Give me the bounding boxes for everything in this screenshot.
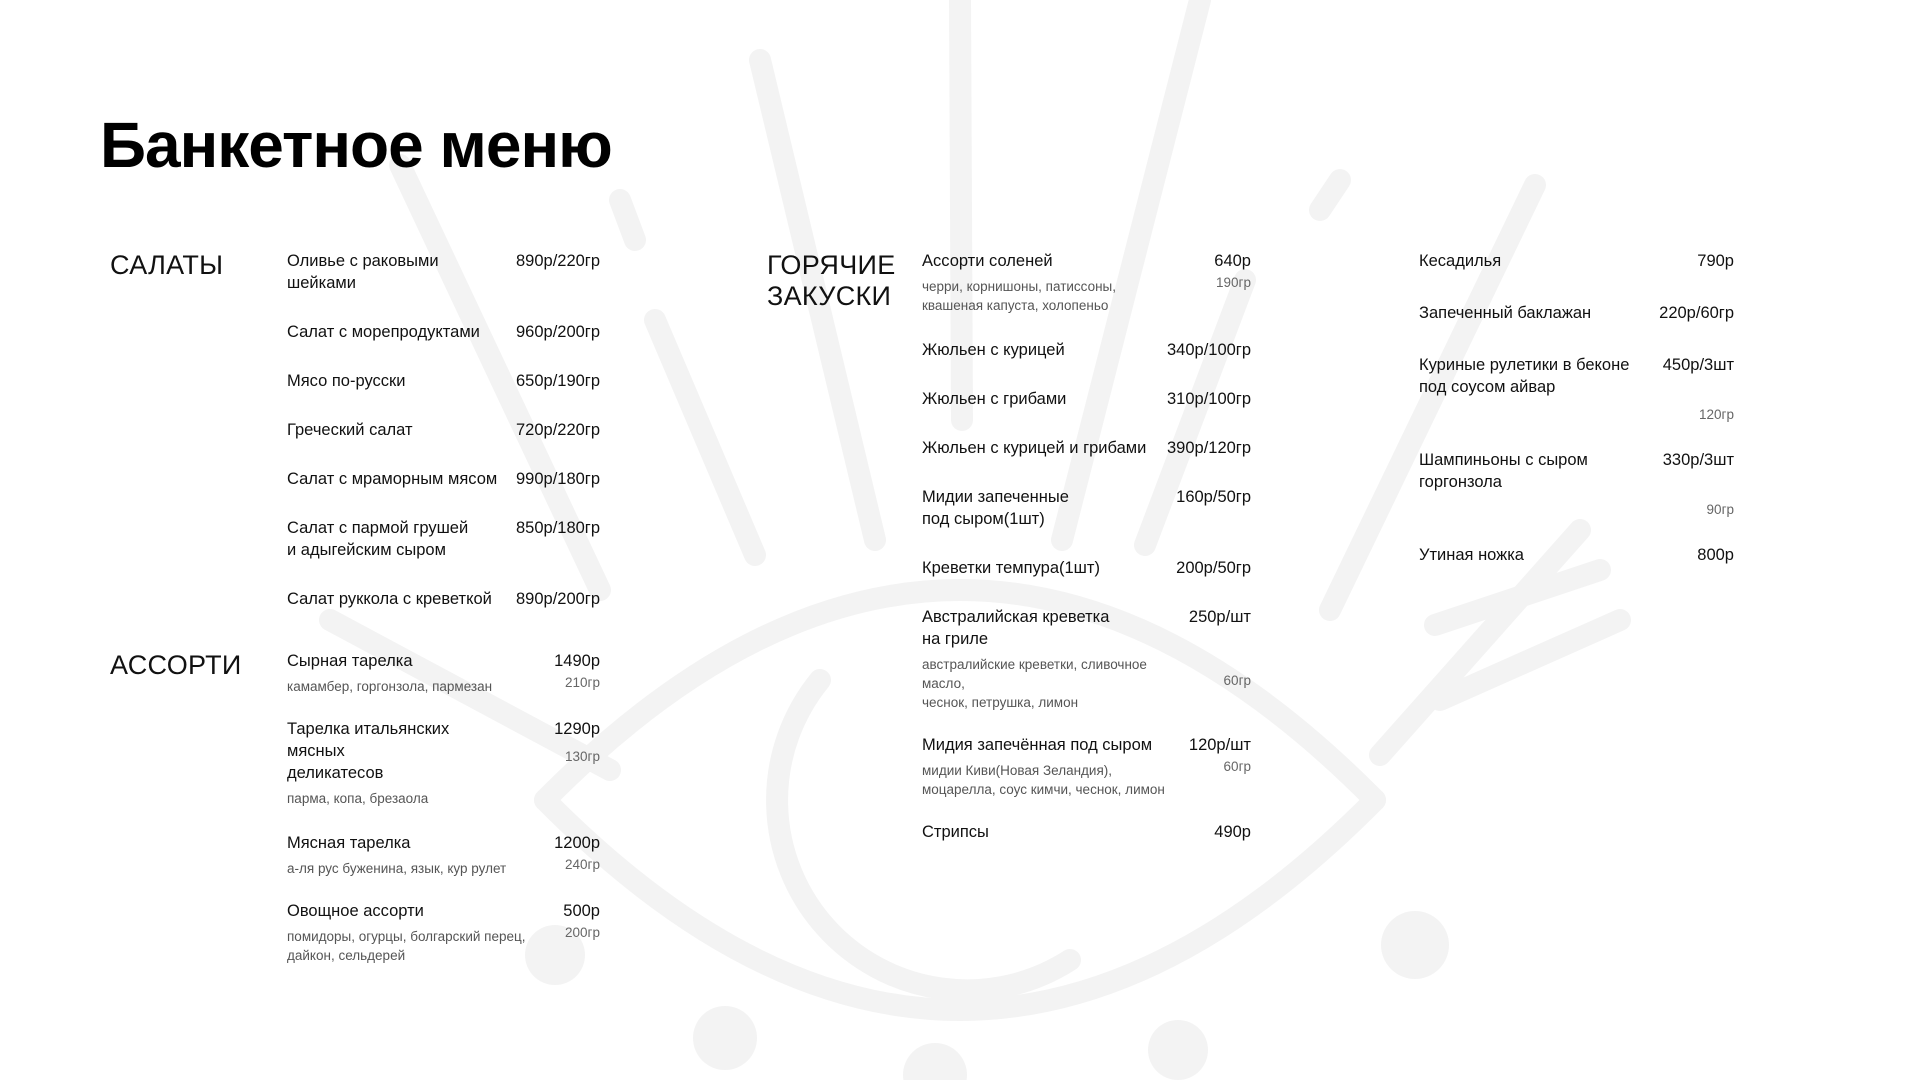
menu-item-name: Австралийская креветка на гриле <box>922 608 1110 648</box>
menu-item-name: Жюльен с курицей <box>922 341 1065 359</box>
page-title: Банкетное меню <box>100 109 612 181</box>
menu-item-description: парма, копа, брезаола <box>287 791 429 806</box>
menu-item-name: Куриные рулетики в беконе под соусом айвар <box>1419 356 1630 396</box>
menu-item <box>1419 250 1734 272</box>
menu-item-weight: 130гр <box>565 749 600 764</box>
menu-item-price: 310р/100гр <box>1166 390 1251 408</box>
hot-appetizers-list <box>922 250 1251 865</box>
menu-item <box>287 588 600 610</box>
menu-item-description: австралийские креветки, сливочное масло, чеснок, петрушка, лимон <box>922 657 1147 710</box>
menu-item-name: Кесадилья <box>1419 252 1502 270</box>
menu-item-name: Утиная ножка <box>1419 546 1524 564</box>
menu-item-weight: 120гр <box>1699 407 1734 422</box>
menu-item-price: 850р/180гр <box>515 519 600 537</box>
menu-item <box>922 486 1251 530</box>
menu-item-price: 650р/190гр <box>515 372 600 390</box>
menu-item-name: Стрипсы <box>922 823 989 841</box>
menu-item-name: Жюльен с курицей и грибами <box>922 439 1147 457</box>
menu-item <box>287 370 600 392</box>
menu-item <box>922 821 1251 843</box>
menu-item-name: Салат с пармой грушей и адыгейским сыром <box>287 519 469 559</box>
menu-item-price: 490р <box>1214 823 1251 841</box>
menu-item-price: 220р/60гр <box>1659 304 1734 322</box>
menu-item <box>287 250 600 294</box>
menu-item-price: 500р <box>563 902 600 920</box>
menu-item-name: Запеченный баклажан <box>1419 304 1592 322</box>
menu-item-weight: 60гр <box>1223 673 1251 688</box>
menu-item-name: Ассорти соленей <box>922 252 1053 270</box>
menu-item-price: 960р/200гр <box>515 323 600 341</box>
menu-item-weight: 240гр <box>565 857 600 872</box>
menu-item-weight: 190гр <box>1216 275 1251 290</box>
menu-item-price: 890р/200гр <box>515 590 600 608</box>
section-title-hot-appetizers: ГОРЯЧИЕ ЗАКУСКИ <box>767 250 896 311</box>
menu-item <box>922 734 1251 799</box>
menu-item-price: 1490р <box>554 652 600 670</box>
menu-item-price: 330р/3шт <box>1662 451 1734 469</box>
menu-item-price: 450р/3шт <box>1662 356 1734 374</box>
menu-item-name: Мясо по-русски <box>287 372 406 390</box>
menu-item-price: 1200р <box>554 834 600 852</box>
menu-item <box>287 900 600 965</box>
menu-item <box>1419 449 1734 517</box>
menu-item-name: Сырная тарелка <box>287 652 413 670</box>
menu-item-description: помидоры, огурцы, болгарский перец, дайкон, сельдерей <box>287 929 526 963</box>
menu-item <box>922 339 1251 361</box>
menu-item <box>287 419 600 441</box>
menu-item-name: Салат с мраморным мясом <box>287 470 498 488</box>
menu-item <box>1419 302 1734 324</box>
menu-item <box>287 718 600 808</box>
menu-item <box>922 388 1251 410</box>
menu-item-weight: 210гр <box>565 675 600 690</box>
menu-item-name: Креветки темпура(1шт) <box>922 559 1100 577</box>
menu-item-weight: 200гр <box>565 925 600 940</box>
menu-item-name: Тарелка итальянских мясных деликатесов <box>287 720 450 782</box>
menu-item-name: Салат с морепродуктами <box>287 323 480 341</box>
other-dishes-list <box>1419 250 1734 593</box>
menu-item-description: а-ля рус буженина, язык, кур рулет <box>287 861 507 876</box>
menu-item-price: 340р/100гр <box>1166 341 1251 359</box>
menu-item-weight: 60гр <box>1223 759 1251 774</box>
menu-item-description: мидии Киви(Новая Зеландия), моцарелла, соус кимчи, чеснок, лимон <box>922 763 1165 797</box>
menu-item-name: Греческий салат <box>287 421 413 439</box>
menu-item-name: Оливье с раковыми шейками <box>287 252 439 292</box>
menu-item <box>1419 544 1734 566</box>
menu-item-name: Овощное ассорти <box>287 902 424 920</box>
menu-item <box>922 606 1251 712</box>
menu-item-price: 250р/шт <box>1188 608 1251 626</box>
menu-item-name: Мясная тарелка <box>287 834 411 852</box>
menu-item <box>287 832 600 878</box>
menu-item-price: 390р/120гр <box>1166 439 1251 457</box>
menu-item-price: 120р/шт <box>1188 736 1251 754</box>
menu-item-price: 790р <box>1697 252 1734 270</box>
menu-item-price: 640р <box>1214 252 1251 270</box>
section-title-assorti: АССОРТИ <box>110 650 242 680</box>
menu-item-price: 800р <box>1697 546 1734 564</box>
menu-item-price: 890р/220гр <box>515 252 600 270</box>
menu-item-price: 160р/50гр <box>1176 488 1251 506</box>
menu-item-weight: 90гр <box>1706 502 1734 517</box>
menu-item <box>287 468 600 490</box>
menu-item-description: камамбер, горгонзола, пармезан <box>287 679 493 694</box>
menu-item <box>922 437 1251 459</box>
menu-item <box>922 557 1251 579</box>
menu-item <box>287 650 600 696</box>
menu-item-price: 720р/220гр <box>515 421 600 439</box>
menu-item <box>287 321 600 343</box>
menu-item <box>1419 354 1734 422</box>
menu-item-description: черри, корнишоны, патиссоны, квашеная капуста, холопеньо <box>922 279 1116 313</box>
menu-item-price: 200р/50гр <box>1176 559 1251 577</box>
section-title-salads: САЛАТЫ <box>110 250 224 280</box>
menu-item <box>922 250 1251 315</box>
menu-item-name: Мидии запеченные под сыром(1шт) <box>922 488 1069 528</box>
assorti-list <box>287 650 600 987</box>
menu-item-name: Салат руккола с креветкой <box>287 590 492 608</box>
menu-item <box>287 517 600 561</box>
menu-item-price: 990р/180гр <box>515 470 600 488</box>
menu-item-price: 1290р <box>554 720 600 738</box>
menu-item-name: Мидия запечённая под сыром <box>922 736 1153 754</box>
salads-list <box>287 250 600 637</box>
menu-item-name: Жюльен с грибами <box>922 390 1067 408</box>
menu-item-name: Шампиньоны с сыром горгонзола <box>1419 451 1588 491</box>
